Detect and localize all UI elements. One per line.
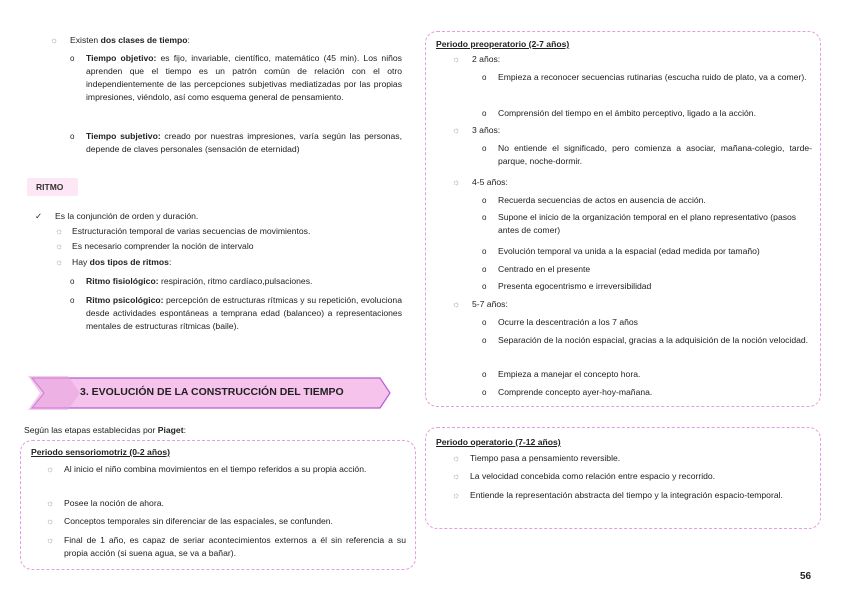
sun-icon: ☼ — [452, 177, 461, 187]
bullet-circle: o — [482, 336, 487, 345]
clases-intro-bold: dos clases de tiempo — [100, 35, 188, 45]
age-57-item: Separación de la noción espacial, gracias a la adquisición de la noción velocidad. — [498, 335, 809, 345]
sun-icon: ☼ — [452, 299, 461, 309]
tiempo-objetivo-text: es fijo, invariable, científico, matemático (45 min). Los niños aprenden que el tiempo es un patrón común de relación con el otro independientemente de las percepciones subjetivas mediatizadas por las propias impresiones, viéndolo, así como esquema general de pensamiento. — [86, 53, 402, 102]
sun-icon: ☼ — [55, 241, 64, 251]
ritmo-b3-post: : — [168, 257, 172, 267]
operatorio-title: Periodo operatorio (7-12 años) — [436, 437, 561, 447]
sun-icon: ☼ — [452, 54, 461, 64]
ritmo-bullet-2: Es necesario comprender la noción de intervalo — [72, 241, 254, 251]
bullet-circle: o — [70, 277, 75, 286]
ritmo-psicologico — [86, 294, 402, 333]
sensoriomotriz-title: Periodo sensoriomotriz (0-2 años) — [31, 447, 170, 457]
age-2-item: Comprensión del tiempo en el ámbito perceptivo, ligado a la acción. — [498, 108, 756, 118]
tiempo-subjetivo-label: Tiempo subjetivo: — [86, 131, 161, 141]
piaget-intro — [24, 424, 186, 437]
ritmo-fisio-text: respiración, ritmo cardíaco,pulsaciones. — [158, 276, 313, 286]
sun-icon: ☼ — [55, 226, 64, 236]
ritmo-bullet-1: Estructuración temporal de varias secuencias de movimientos. — [72, 226, 311, 236]
sensorio-item: Posee la noción de ahora. — [64, 498, 164, 508]
piaget-bold: Piaget — [157, 425, 184, 435]
sun-icon: ☼ — [46, 464, 55, 474]
ritmo-b3-pre: Hay — [72, 257, 90, 267]
bullet-circle: o — [482, 196, 487, 205]
bullet-circle: o — [70, 296, 75, 305]
bullet-circle: o — [482, 247, 487, 256]
age-45-item: Supone el inicio de la organización temporal en el plano representativo (pasos antes de comer) — [498, 212, 797, 235]
tiempo-objetivo — [86, 52, 402, 104]
bullet-circle: o — [482, 370, 487, 379]
sun-icon: ☼ — [50, 35, 59, 45]
bullet-circle: o — [482, 109, 487, 118]
bullet-circle: o — [482, 388, 487, 397]
age-57-label: 5-7 años: — [472, 299, 508, 309]
piaget-post: : — [183, 425, 186, 435]
age-45-item: Centrado en el presente — [498, 264, 591, 274]
age-3-item: No entiende el significado, pero comienza a asociar, mañana-colegio, tarde-parque, noche-dormir. — [498, 143, 812, 166]
bullet-circle: o — [482, 318, 487, 327]
age-2-item: Empieza a reconocer secuencias rutinarias (escucha ruido de plato, va a comer). — [498, 72, 807, 82]
preoperatorio-title: Periodo preoperatorio (2-7 años) — [436, 39, 570, 49]
sensorio-item: Final de 1 año, es capaz de seriar acontecimientos externos a él sin referencia a su propia acción (si suena agua, se va a bañar). — [64, 535, 406, 558]
ritmo-b3-bold: dos tipos de ritmos — [89, 257, 169, 267]
sun-icon: ☼ — [452, 453, 461, 463]
age-2-label: 2 años: — [472, 54, 501, 64]
age-57-item: Comprende concepto ayer-hoy-mañana. — [498, 387, 653, 397]
sun-icon: ☼ — [46, 516, 55, 526]
bullet-circle: o — [482, 73, 487, 82]
sun-icon: ☼ — [46, 535, 55, 545]
clases-intro-pre: Existen — [70, 35, 101, 45]
ritmo-psico-label: Ritmo psicológico: — [86, 295, 164, 305]
tiempo-subjetivo-text: creado por nuestras impresiones, varía según las personas, depende de claves personales (sensación de eternidad) — [86, 131, 402, 154]
sensorio-item: Al inicio el niño combina movimientos en el tiempo referidos a su propia acción. — [64, 464, 367, 474]
sun-icon: ☼ — [452, 125, 461, 135]
sun-icon: ☼ — [452, 490, 461, 500]
ritmo-bullet-3 — [72, 256, 171, 269]
bullet-circle: o — [482, 265, 487, 274]
sun-icon: ☼ — [55, 257, 64, 267]
age-57-item: Empieza a manejar el concepto hora. — [498, 369, 641, 379]
operatorio-item: Entiende la representación abstracta del tiempo y la integración espacio-temporal. — [470, 490, 783, 500]
ritmo-heading: RITMO — [27, 178, 78, 196]
section-title: 3. EVOLUCIÓN DE LA CONSTRUCCIÓN DEL TIEMPO — [80, 386, 344, 398]
bullet-circle: o — [70, 54, 75, 63]
sun-icon: ☼ — [46, 498, 55, 508]
bullet-circle: o — [70, 132, 75, 141]
clases-intro-post: : — [187, 35, 190, 45]
piaget-pre: Según las etapas establecidas por — [24, 425, 158, 435]
check-icon: ✓ — [35, 211, 43, 221]
clases-intro — [70, 34, 190, 47]
bullet-circle: o — [482, 144, 487, 153]
age-57-item: Ocurre la descentración a los 7 años — [498, 317, 638, 327]
age-3-label: 3 años: — [472, 125, 501, 135]
age-45-item: Presenta egocentrismo e irreversibilidad — [498, 281, 652, 291]
page-number: 56 — [800, 571, 812, 582]
ritmo-fisiologico — [86, 275, 312, 288]
age-45-item: Evolución temporal va unida a la espacial (edad medida por tamaño) — [498, 246, 760, 256]
operatorio-item: Tiempo pasa a pensamiento reversible. — [470, 453, 621, 463]
sun-icon: ☼ — [452, 471, 461, 481]
age-45-label: 4-5 años: — [472, 177, 508, 187]
tiempo-subjetivo — [86, 130, 402, 156]
sensorio-item: Conceptos temporales sin diferenciar de las espaciales, se confunden. — [64, 516, 333, 526]
bullet-circle: o — [482, 213, 487, 222]
ritmo-definition: Es la conjunción de orden y duración. — [55, 211, 199, 221]
tiempo-objetivo-label: Tiempo objetivo: — [86, 53, 157, 63]
operatorio-item: La velocidad concebida como relación entre espacio y recorrido. — [470, 471, 716, 481]
ritmo-fisio-label: Ritmo fisiológico: — [86, 276, 159, 286]
ritmo-psico-text: percepción de estructuras rítmicas y su repetición, evoluciona desde actividades espontáneas a temprana edad (balanceo) a representaciones mentales de estructuras rítmicas (baile). — [86, 295, 402, 331]
bullet-circle: o — [482, 282, 487, 291]
age-45-item: Recuerda secuencias de actos en ausencia de acción. — [498, 195, 706, 205]
